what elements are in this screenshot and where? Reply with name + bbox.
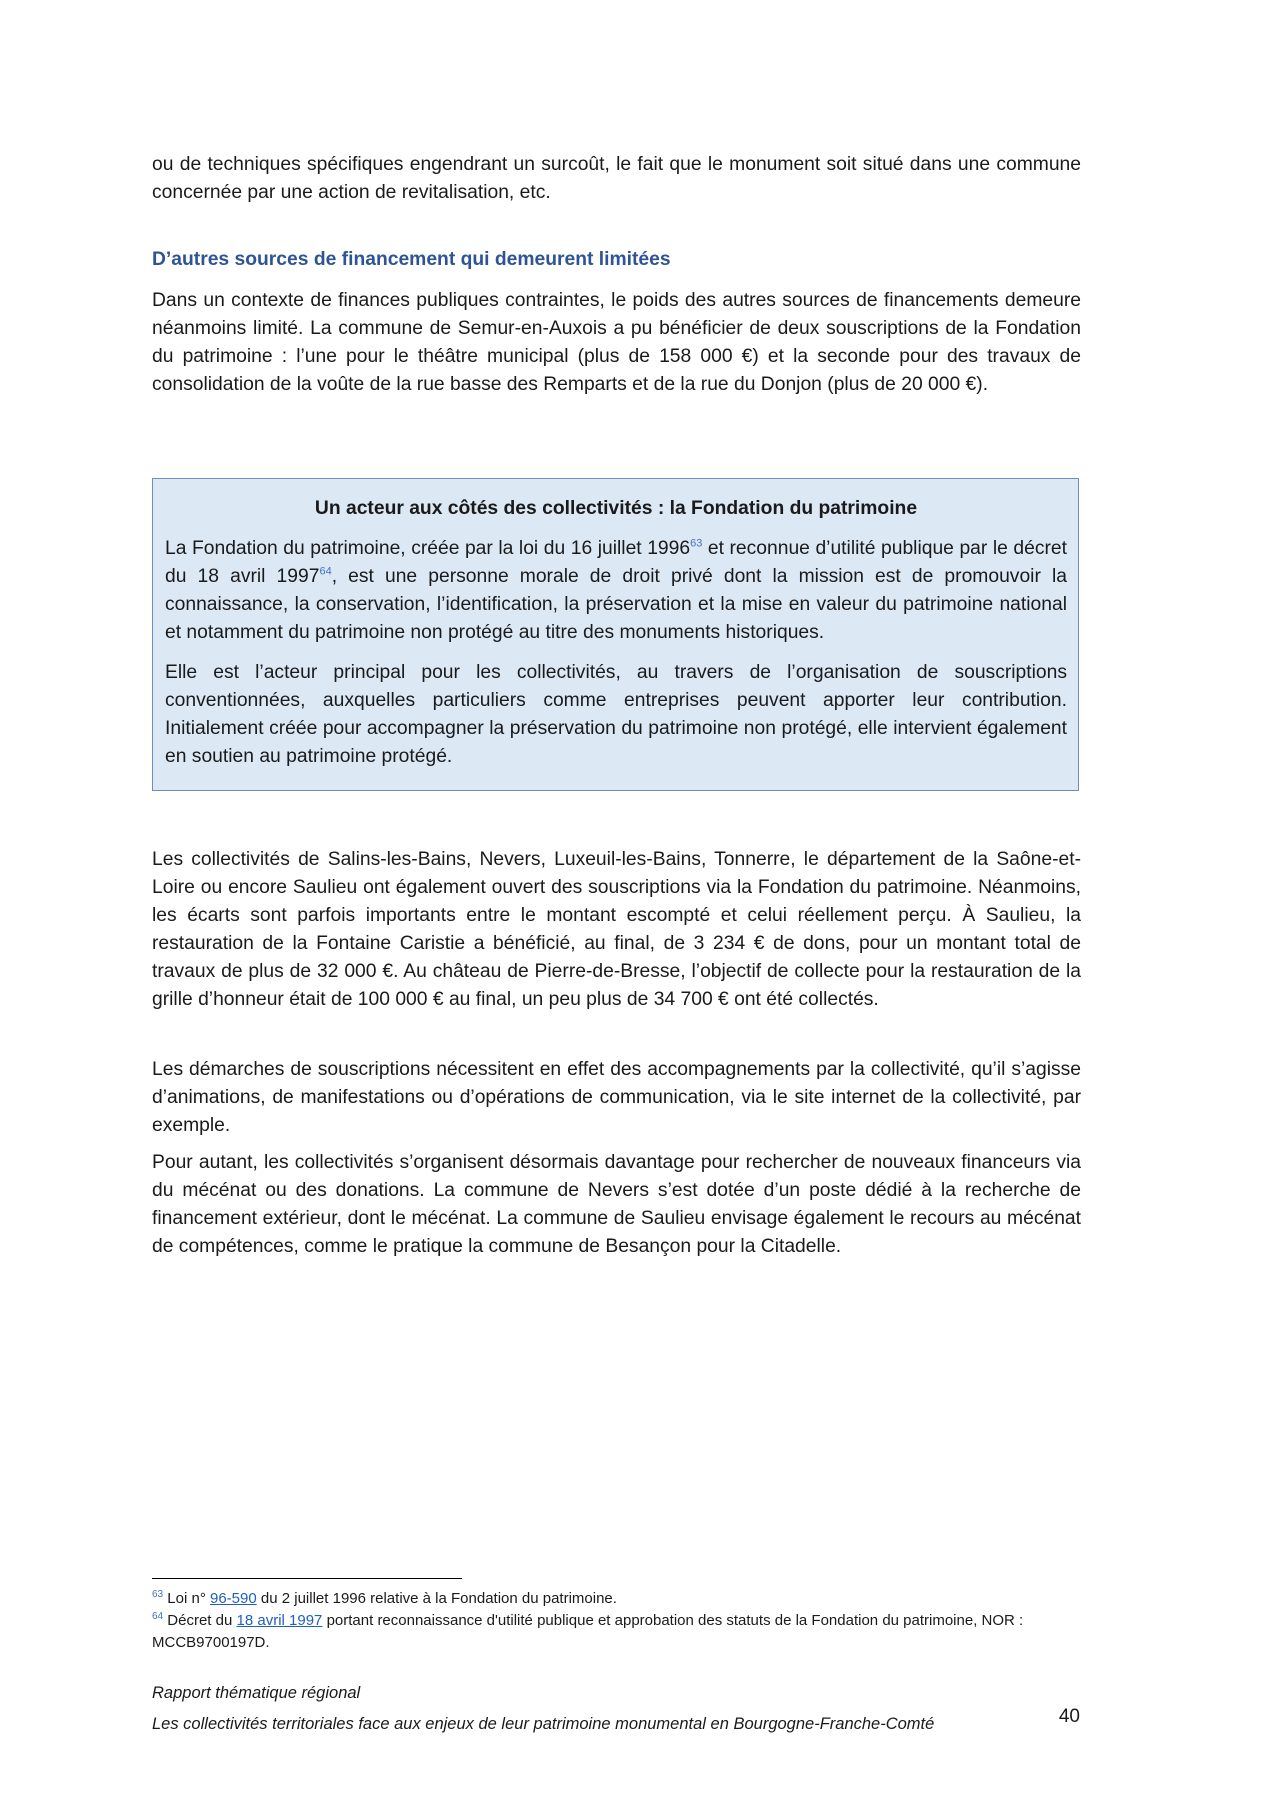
- footnote-63-text-a: Loi n°: [163, 1590, 210, 1607]
- footnote-63-number: 63: [152, 1589, 164, 1600]
- section-heading: D’autres sources de financement qui demeurent limitées: [152, 249, 671, 270]
- box-title: Un acteur aux côtés des collectivités : la Fondation du patrimoine: [314, 498, 918, 519]
- footer-report-title: Les collectivités territoriales face aux enjeux de leur patrimoine monumental en Bourgogne-Franche-Comté: [152, 1715, 935, 1733]
- mecenat-paragraph: Pour autant, les collectivités s’organisent désormais davantage pour rechercher de nouveaux financeurs via du mécénat ou des donations. La commune de Nevers s’est dotée d’un poste dédié à la recherche de financement extérieur, dont le mécénat. La commune de Saulieu envisage également le recours au mécénat de compétences, comme le pratique la commune de Besançon pour la Citadelle.: [152, 1152, 1081, 1257]
- footnote-separator: [152, 1578, 462, 1579]
- footnote-64-number: 64: [152, 1611, 164, 1622]
- footer-report-type: Rapport thématique régional: [152, 1684, 361, 1702]
- page-footer: [152, 1678, 1081, 1740]
- footnotes: [152, 1588, 1081, 1654]
- box-paragraph-2: Elle est l’acteur principal pour les collectivités, au travers de l’organisation de souscriptions conventionnées, auxquelles particuliers comme entreprises peuvent apporter leur contribution. Initialement créée pour accompagner la préservation du patrimoine non protégé, elle intervient également en soutien au patrimoine protégé.: [165, 662, 1067, 767]
- box-paragraph-1: [165, 535, 1067, 647]
- fondation-info-box: [152, 478, 1079, 791]
- footnote-64-text-a: Décret du: [163, 1612, 237, 1629]
- footnote-63: [152, 1588, 1081, 1610]
- footnote-ref-63[interactable]: 63: [690, 537, 703, 550]
- footnote-64-text-b: portant reconnaissance d'utilité publique et approbation des statuts de la Fondation du patrimoine, NOR : MCCB9700197D.: [152, 1612, 1024, 1651]
- demarches-paragraph: Les démarches de souscriptions nécessitent en effet des accompagnements par la collectivité, qu’il s’agisse d’animations, de manifestations ou d’opérations de communication, via le site internet de la collectivité, par exemple.: [152, 1059, 1081, 1136]
- footnote-63-text-b: du 2 juillet 1996 relative à la Fondation du patrimoine.: [256, 1590, 617, 1607]
- intro-paragraph: ou de techniques spécifiques engendrant un surcoût, le fait que le monument soit situé dans une commune concernée par une action de revitalisation, etc.: [152, 154, 1081, 203]
- footnote-64: [152, 1610, 1081, 1654]
- page-number: 40: [1058, 1706, 1080, 1727]
- box-p1-text-c: , est une personne morale de droit privé dont la mission est de promouvoir la connaissance, la conservation, l’identification, la préservation et la mise en valeur du patrimoine national et notamment du patrimoine non protégé au titre des monuments historiques.: [165, 566, 1067, 643]
- footnote-ref-64[interactable]: 64: [319, 565, 332, 578]
- box-p1-text-b: et reconnue d’utilité publique par le décret du 18 avril 1997: [165, 538, 1067, 587]
- box-p1-text-a: La Fondation du patrimoine, créée par la loi du 16 juillet 1996: [165, 538, 691, 559]
- financing-paragraph: Dans un contexte de finances publiques contraintes, le poids des autres sources de financements demeure néanmoins limité. La commune de Semur-en-Auxois a pu bénéficier de deux souscriptions de la Fondation du patrimoine : l’une pour le théâtre municipal (plus de 158 000 €) et la seconde pour des travaux de consolidation de la voûte de la rue basse des Remparts et de la rue du Donjon (plus de 20 000 €).: [152, 290, 1081, 395]
- collectivites-paragraph: Les collectivités de Salins-les-Bains, Nevers, Luxeuil-les-Bains, Tonnerre, le département de la Saône-et-Loire ou encore Saulieu ont également ouvert des souscriptions via la Fondation du patrimoine. Néanmoins, les écarts sont parfois importants entre le montant escompté et celui réellement perçu. À Saulieu, la restauration de la Fontaine Caristie a bénéficié, au final, de 3 234 € de dons, pour un montant total de travaux de plus de 32 000 €. Au château de Pierre-de-Bresse, l’objectif de collecte pour la restauration de la grille d’honneur était de 100 000 € au final, un peu plus de 34 700 € ont été collectés.: [152, 849, 1081, 1010]
- footnote-63-link[interactable]: 96-590: [210, 1590, 257, 1607]
- footnote-64-link[interactable]: 18 avril 1997: [236, 1612, 323, 1629]
